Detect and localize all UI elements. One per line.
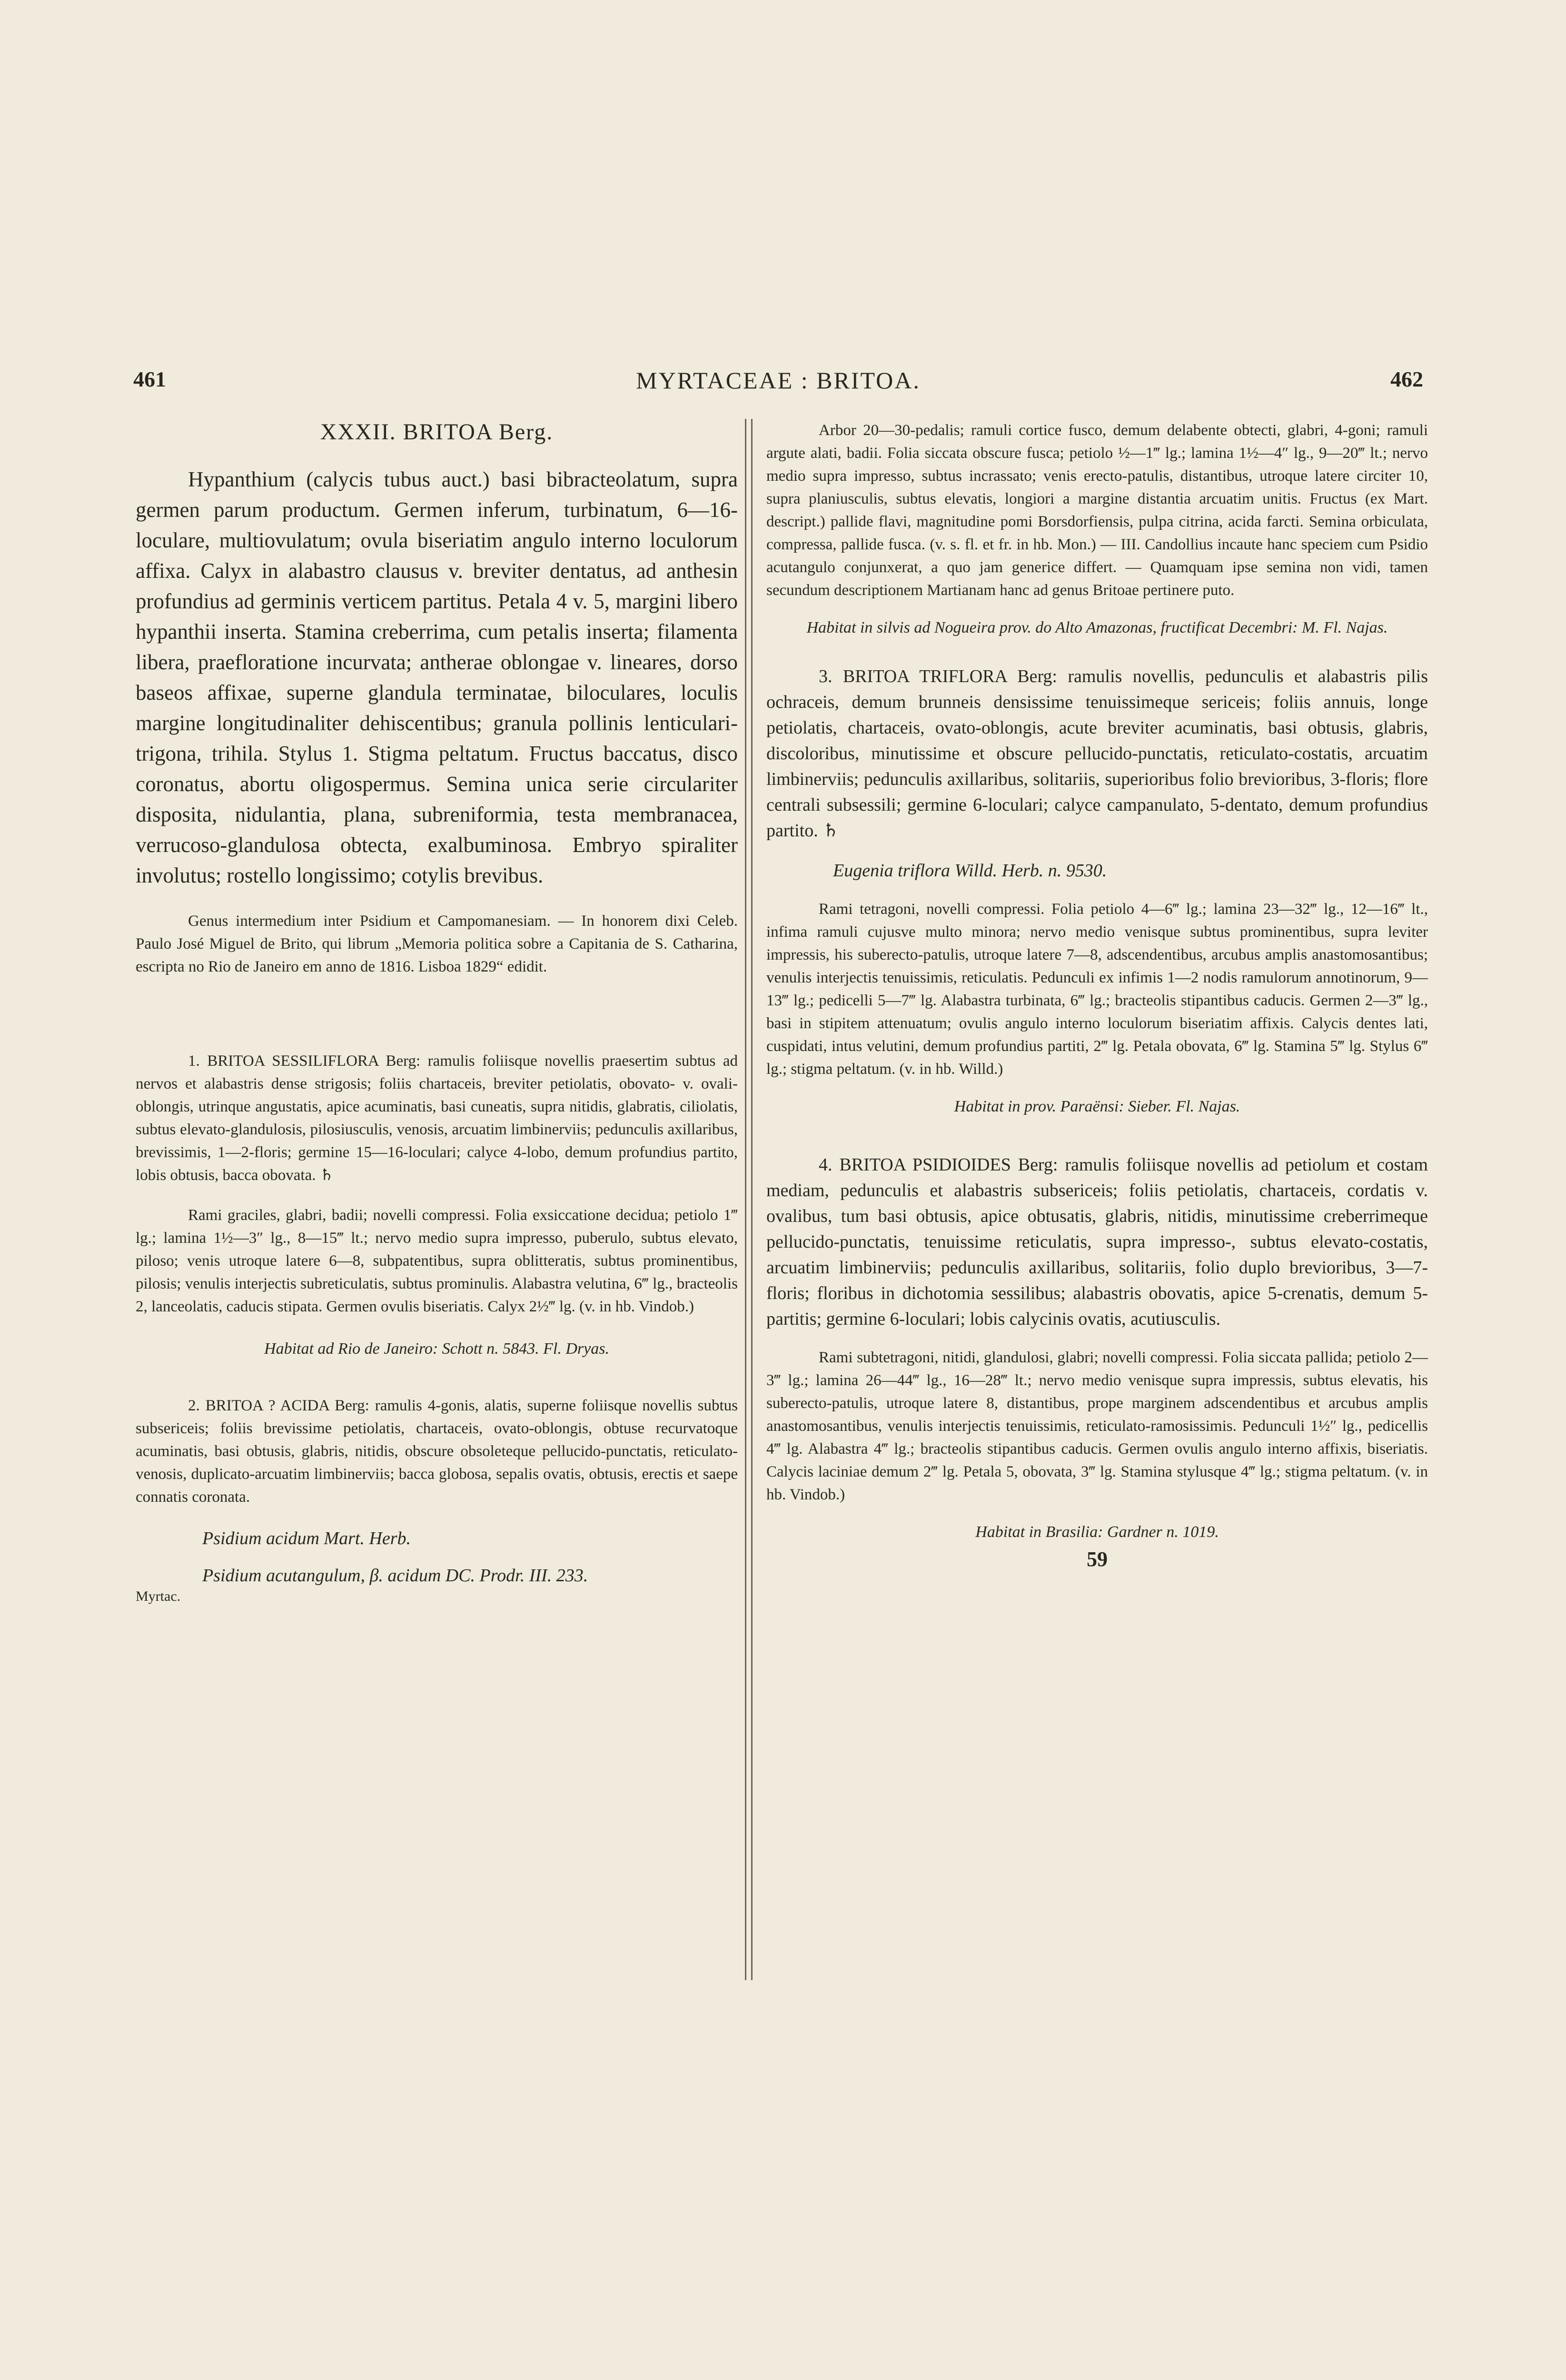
species-2-diagnosis: 2. BRITOA ? ACIDA Berg: ramulis 4-gonis, alatis, superne foliisque novellis subtus subsericeis; foliis brevissime petiolatis, chartaceis, ovato-oblongis, obtuse recurvatoque acuminatis, basi obtusis, glabris, nitidis, obscure obsoleteque pellucido-punctatis, reticulato-venosis, duplicato-arcuatim limbinerviis; bacca globosa, sepalis ovatis, obtusis, erectis et saepe connatis coronata. xyxy=(136,1397,738,1506)
genus-title: XXXII. BRITOA Berg. xyxy=(320,419,554,445)
column-divider xyxy=(745,419,753,1980)
folio-number: 59 xyxy=(1087,1547,1108,1571)
species-4-habitat: Habitat in Brasilia: Gardner n. 1019. xyxy=(975,1523,1219,1541)
left-page-number: 461 xyxy=(133,367,166,391)
species-3-diagnosis: 3. BRITOA TRIFLORA Berg: ramulis novellis, pedunculis et alabastris pilis ochraceis, demum brunneis densissime tenuissimeque sericeis; foliis annuis, longe petiolatis, chartaceis, ovato-oblongis, acute breviter acuminatis, basi obtusis, glabris, discoloribus, minutissime et obscure pellucido-punctatis, reticulato-costatis, arcuatim limbinerviis; pedunculis axillaribus, solitariis, superioribus folio brevioribus, 3-floris; flore centrali subsessili; germine 6-loculari; calyce campanulato, 5-dentato, demum profundius partito. ♄ xyxy=(766,666,1428,841)
left-column xyxy=(136,419,738,1605)
signature-mark: Myrtac. xyxy=(136,1588,181,1604)
species-1-diagnosis: 1. BRITOA SESSILIFLORA Berg: ramulis foliisque novellis praesertim subtus ad nervos et alabastris dense strigosis; foliis chartaceis, breviter petiolatis, obovato- v. ovali-oblongis, utrinque angustatis, apice acuminatis, basi cuneatis, supra nitidis, glabratis, ciliolatis, subtus elevato-glandulosis, pilosiusculis, venosis, arcuatim limbinerviis; pedunculis axillaribus, brevissimis, 1—2-floris; germine 15—16-loculari; calyce 4-lobo, demum profundius partito, lobis obtusis, bacca obovata. ♄ xyxy=(136,1052,738,1184)
species-1-description: Rami graciles, glabri, badii; novelli compressi. Folia exsiccatione decidua; petiolo 1‴ lg.; lamina 1½—3″ lg., 8—15‴ lt.; nervo medio supra impresso, puberulo, subtus elevato, piloso; venis utroque latere 6—8, subpatentibus, supra oblitteratis, subtus prominentibus, pilosis; venulis interjectis subreticulatis, subtus prominulis. Alabastra velutina, 6‴ lg., bracteolis 2, lanceolatis, caducis stipata. Germen ovulis biseriatis. Calyx 2½‴ lg. (v. in hb. Vindob.) xyxy=(136,1207,738,1315)
running-header xyxy=(133,367,1423,400)
right-page-number: 462 xyxy=(1390,367,1423,391)
species-4-description: Rami subtetragoni, nitidi, glandulosi, glabri; novelli compressi. Folia siccata pallida; petiolo 2—3‴ lg.; lamina 26—44‴ lg., 16—28‴ lt.; nervo medio venisque supra impressis, subtus elevatis, his suberecto-patulis, utroque latere 8, distantibus, prope marginem adscendentibus et arcubus amplis anastomosantibus, venulis interjectis tenuissimis, reticulato-ramosissimis. Pedunculi 1½″ lg., pedicellis 4‴ lg. Alabastra 4‴ lg.; bracteolis stipantibus caducis. Germen ovulis angulo interno affixis, biseriatis. Calycis laciniae demum 2‴ lg. Petala 5, obovata, 3‴ lg. Stamina stylusque 4‴ lg.; stigma peltatum. (v. in hb. Vindob.) xyxy=(766,1349,1428,1503)
species-3-habitat: Habitat in prov. Paraënsi: Sieber. Fl. Najas. xyxy=(954,1098,1240,1115)
species-2-habitat: Habitat in silvis ad Nogueira prov. do Alto Amazonas, fructificat Decembri: M. Fl. Najas. xyxy=(806,619,1388,636)
species-1-habitat: Habitat ad Rio de Janeiro: Schott n. 5843. Fl. Dryas. xyxy=(264,1340,609,1358)
species-2-synonym-2: Psidium acutangulum, β. acidum DC. Prodr. III. 233. xyxy=(202,1566,588,1586)
running-title: MYRTACEAE : BRITOA. xyxy=(636,367,921,394)
species-3-description: Rami tetragoni, novelli compressi. Folia petiolo 4—6‴ lg.; lamina 23—32‴ lg., 12—16‴ lt., infima ramuli cujusve multo minora; nervo medio venisque subtus prominentibus, supra leviter impressis, his suberecto-patulis, utroque latere 7—8, adscendentibus, arcubus amplis anastomosantibus; venulis interjectis tenuissimis, reticulatis. Pedunculi ex infimis 1—2 nodis ramulorum annotinorum, 9—13‴ lg.; pedicelli 5—7‴ lg. Alabastra turbinata, 6‴ lg.; bracteolis stipantibus caducis. Germen 2—3‴ lg., basi in stipitem attenuatum; ovulis angulo interno loculorum biseriatim affixis. Calycis dentes lati, cuspidati, intus velutini, demum profundius partiti, 2‴ lg. Petala obovata, 6‴ lg. Stamina 5‴ lg. Stylus 6‴ lg.; stigma peltatum. (v. in hb. Willd.) xyxy=(766,901,1428,1078)
genus-description: Hypanthium (calycis tubus auct.) basi bibracteolatum, supra germen parum productum. Germen inferum, turbinatum, 6—16-loculare, multiovulatum; ovula biseriatim angulo interno loculorum affixa. Calyx in alabastro clausus v. breviter dentatus, ad anthesin profundius ad germinis verticem partitus. Petala 4 v. 5, margini libero hypanthii inserta. Stamina creberrima, cum petalis inserta; filamenta libera, praefloratione incurvata; antherae oblongae v. lineares, dorso baseos affixae, superne glandula terminatae, biloculares, loculis margine longitudinaliter dehiscentibus; granula pollinis lenticulari-trigona, trihila. Stylus 1. Stigma peltatum. Fructus baccatus, disco coronatus, abortu oligospermus. Semina unica serie circulariter disposita, nidulantia, plana, subreniformia, testa membranacea, verrucoso-glandulosa obtecta, exalbuminosa. Embryo spiraliter involutus; rostello longissimo; cotylis brevibus. xyxy=(136,467,738,887)
species-2-synonym-1: Psidium acidum Mart. Herb. xyxy=(202,1528,411,1548)
right-column xyxy=(766,419,1428,1571)
species-4-diagnosis: 4. BRITOA PSIDIOIDES Berg: ramulis foliisque novellis ad petiolum et costam mediam, pedunculis et alabastris subsericeis; foliis petiolatis, chartaceis, cordatis v. ovalibus, tum basi obtusis, apice obtusatis, glabris, nitidis, minutissime creberrimeque pellucido-punctatis, tenuissime reticulatis, supra impresso-, subtus elevato-costatis, arcuatim limbinerviis; pedunculis axillaribus, solitariis, folio duplo brevioribus, 3—7-floris; floribus in dichotomia sessilibus; alabastris obovatis, apice 5-crenatis, demum 5-partitis; germine 6-loculari; lobis calycinis ovatis, acutiusculis. xyxy=(766,1155,1428,1329)
species-3-synonym: Eugenia triflora Willd. Herb. n. 9530. xyxy=(833,861,1107,881)
species-2-description: Arbor 20—30-pedalis; ramuli cortice fusco, demum delabente obtecti, glabri, 4-goni; ramuli argute alati, badii. Folia siccata obscure fusca; petiolo ½—1‴ lg.; lamina 1½—4″ lg., 9—20‴ lt.; nervo medio supra impresso, subtus incrassato; venis erecto-patulis, distantibus, utroque latere circiter 10, supra planiusculis, subtus elevatis, longiori a margine distantia arcuatim unitis. Fructus (ex Mart. descript.) pallide flavi, magnitudine pomi Borsdorfiensis, pulpa citrina, acida farcti. Semina orbiculata, compressa, pallide fusca. (v. s. fl. et fr. in hb. Mon.) — III. Candollius incaute hanc speciem cum Psidio acutangulo conjunxerat, a quo jam generice differt. — Quamquam ipse semina non vidi, tamen secundum descriptionem Martianam hanc ad genus Britoae pertinere puto. xyxy=(766,422,1428,599)
genus-note: Genus intermedium inter Psidium et Campomanesiam. — In honorem dixi Celeb. Paulo José Miguel de Brito, qui librum „Memoria politica sobre a Capitania de S. Catharina, escripta no Rio de Janeiro em anno de 1816. Lisboa 1829“ edidit. xyxy=(136,912,738,975)
